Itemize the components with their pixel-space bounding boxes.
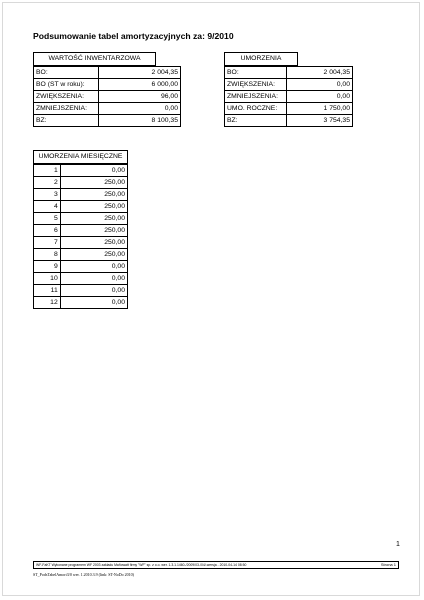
miesieczne-row-label: 2 [34,177,61,189]
umorzenia-row [225,115,353,127]
umorzenia-row [225,67,353,79]
wartosc-row [34,79,181,91]
wartosc-table [33,66,181,127]
wartosc-row-value: 2 004,35 [98,67,180,79]
miesieczne-row-label: 6 [34,225,61,237]
wartosc-header: WARTOŚĆ INWENTARZOWA [33,52,156,66]
miesieczne-row [34,177,128,189]
miesieczne-row-label: 10 [34,273,61,285]
umorzenia-row-value: 0,00 [286,91,352,103]
umorzenia-row-value: 0,00 [286,79,352,91]
footer-left-text: WF-FaKT Wykonane programem WF 2003 zakładu Mañowatt firmy "WF" sp. z o.o. wer. 1.3.1.1460-/2009/03-/04/-wersja - 2010-04-14 08:50 [36,563,247,567]
miesieczne-row [34,165,128,177]
miesieczne-row-value: 0,00 [60,261,127,273]
miesieczne-row-label: 8 [34,249,61,261]
miesieczne-row [34,225,128,237]
umorzenia-row [225,103,353,115]
miesieczne-row-label: 5 [34,213,61,225]
umorzenia-row-label: BZ: [225,115,287,127]
wartosc-row-value: 96,00 [98,91,180,103]
miesieczne-row [34,285,128,297]
wartosc-row [34,115,181,127]
wartosc-row-label: ZMNIEJSZENIA: [34,103,99,115]
miesieczne-row-value: 250,00 [60,249,127,261]
miesieczne-row-value: 250,00 [60,225,127,237]
miesieczne-row-value: 0,00 [60,165,127,177]
wartosc-row-value: 8 100,35 [98,115,180,127]
umorzenia-row-value: 2 004,35 [286,67,352,79]
miesieczne-row-value: 250,00 [60,237,127,249]
miesieczne-table [33,164,128,309]
wartosc-row-value: 6 000,00 [98,79,180,91]
miesieczne-row [34,237,128,249]
umorzenia-table [224,66,353,127]
umorzenia-row-label: ZWIĘKSZENIA: [225,79,287,91]
miesieczne-row-value: 250,00 [60,189,127,201]
miesieczne-row-value: 250,00 [60,177,127,189]
miesieczne-row-value: 250,00 [60,213,127,225]
wartosc-row [34,103,181,115]
miesieczne-row-label: 12 [34,297,61,309]
miesieczne-row-value: 0,00 [60,297,127,309]
miesieczne-row-label: 11 [34,285,61,297]
umorzenia-header: UMORZENIA [224,52,298,66]
footer-bar [33,561,399,569]
miesieczne-row [34,213,128,225]
miesieczne-row-value: 0,00 [60,285,127,297]
wartosc-row [34,67,181,79]
umorzenia-row-label: BO: [225,67,287,79]
miesieczne-row-label: 7 [34,237,61,249]
umorzenia-row [225,91,353,103]
miesieczne-header: UMORZENIA MIESIĘCZNE [33,150,128,164]
wartosc-row-label: BZ: [34,115,99,127]
footer-note: ST_PodsTabelAmort3/0 wer. 1.2010.3.9 (link: ST-NoDo 2010) [33,572,135,577]
miesieczne-row [34,261,128,273]
miesieczne-row [34,201,128,213]
miesieczne-row [34,249,128,261]
page-title: Podsumowanie tabel amortyzacyjnych za: 9/2010 [33,31,234,41]
miesieczne-row-label: 3 [34,189,61,201]
miesieczne-row [34,297,128,309]
page-number: 1 [396,541,400,548]
miesieczne-row-value: 250,00 [60,201,127,213]
wartosc-row-value: 0,00 [98,103,180,115]
wartosc-row-label: BO: [34,67,99,79]
miesieczne-row-label: 4 [34,201,61,213]
wartosc-row [34,91,181,103]
miesieczne-row-label: 9 [34,261,61,273]
umorzenia-row-label: UMO. ROCZNE: [225,103,287,115]
umorzenia-row-value: 3 754,35 [286,115,352,127]
umorzenia-row-value: 1 750,00 [286,103,352,115]
wartosc-row-label: BO (ST w roku): [34,79,99,91]
wartosc-row-label: ZWIĘKSZENIA: [34,91,99,103]
miesieczne-row-label: 1 [34,165,61,177]
miesieczne-row [34,273,128,285]
miesieczne-row [34,189,128,201]
umorzenia-row [225,79,353,91]
miesieczne-row-value: 0,00 [60,273,127,285]
umorzenia-row-label: ZMNIEJSZENIA: [225,91,287,103]
footer-page-label: Strona 1 [380,562,396,567]
